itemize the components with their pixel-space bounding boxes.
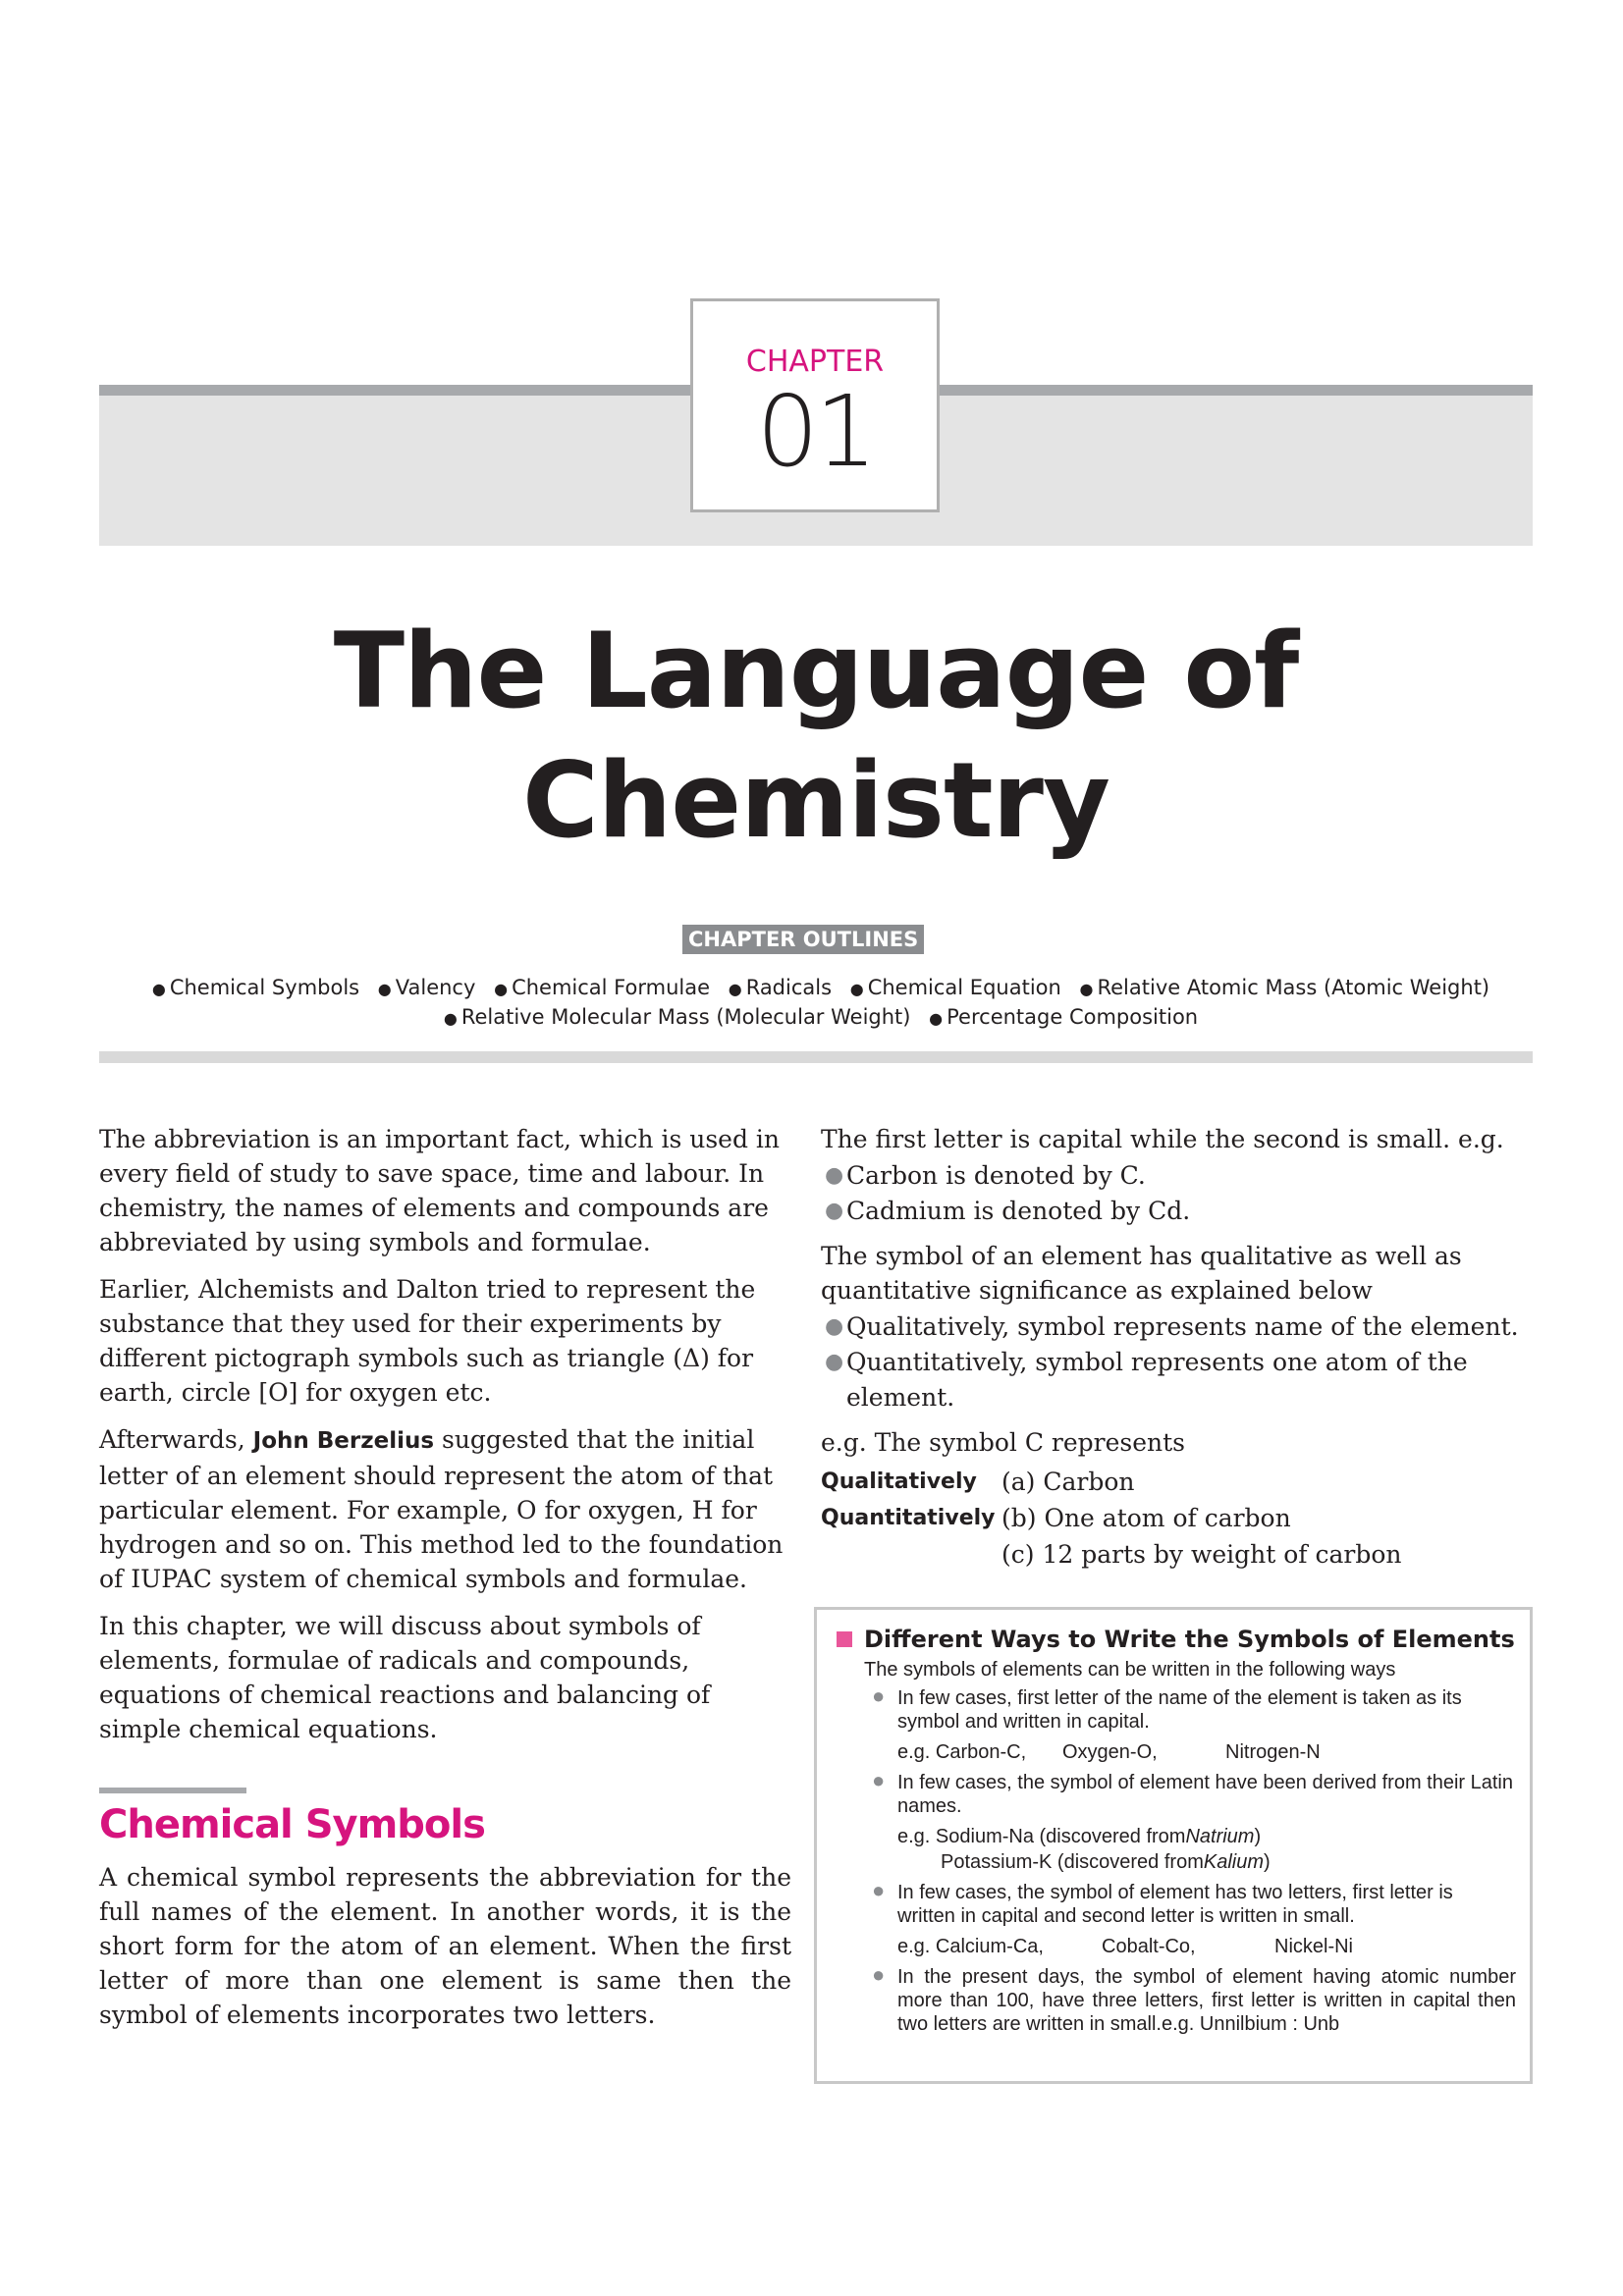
chemical-symbol-definition: A chemical symbol represents the abbreviation for the full names of the element. In another words, it is the short form for the atom of an element. When the first letter of more than one element is same then the symbol of elements incorporates two letters. xyxy=(99,1863,791,2029)
list-item: ● Qualitatively, symbol represents name of the element. xyxy=(825,1312,1519,1341)
outline-item: ● Relative Molecular Mass (Molecular Weight) xyxy=(443,1005,911,1029)
title-line-1: The Language of xyxy=(333,611,1299,731)
chapter-number: 01 xyxy=(756,374,874,489)
chapter-outlines-list xyxy=(118,974,1512,1033)
chapter-label: CHAPTER xyxy=(745,345,885,379)
symbol-examples-list xyxy=(821,1158,1533,1229)
outline-item: ● Percentage Composition xyxy=(929,1005,1199,1029)
quantitatively-value-b: (b) One atom of carbon xyxy=(1001,1504,1291,1532)
berzelius-name: John Berzelius xyxy=(252,1428,435,1454)
chapter-badge xyxy=(690,298,940,512)
section-rule xyxy=(99,1788,246,1793)
chapter-outlines-tag: CHAPTER OUTLINES xyxy=(682,925,924,954)
list-item: ● Carbon is denoted by C. xyxy=(825,1161,1146,1190)
qualitatively-label: Qualitatively xyxy=(821,1469,977,1494)
example-line: e.g. The symbol C represents xyxy=(821,1428,1185,1457)
right-column xyxy=(821,1122,1533,1573)
outline-item: ● Chemical Equation xyxy=(849,976,1061,999)
note-intro: The symbols of elements can be written in the following ways xyxy=(864,1659,1396,1681)
list-item: ● Quantitatively, symbol represents one atom of the element. xyxy=(825,1348,1468,1412)
square-bullet-icon xyxy=(837,1631,852,1647)
significance-list xyxy=(821,1309,1533,1415)
note-title: Different Ways to Write the Symbols of Elements xyxy=(833,1624,1516,1655)
qualitative-quantitative-table xyxy=(821,1464,1533,1573)
outline-item: ● Relative Atomic Mass (Atomic Weight) xyxy=(1079,976,1490,999)
intro-paragraph: The abbreviation is an important fact, which is used in every field of study to save space, time and labour. In chemistry, the names of elements and compounds are abbreviated by using symbols and formulae. xyxy=(99,1125,781,1256)
outline-item: ● Chemical Symbols xyxy=(151,976,360,999)
outline-item: ● Radicals xyxy=(728,976,833,999)
list-item: ● In few cases, the symbol of element has two letters, first letter is written in capital and second letter is written in small. e.g. Calcium-Ca, Cobalt-Co, Nickel-Ni xyxy=(833,1881,1516,1959)
page-title xyxy=(99,607,1533,866)
significance-paragraph: The symbol of an element has qualitative as well as quantitative significance as explained below xyxy=(821,1242,1462,1305)
qualitatively-value: (a) Carbon xyxy=(1001,1468,1135,1496)
example-row: Potassium-K (discovered fromKalium) xyxy=(941,1851,1271,1873)
chapter-scope-paragraph: In this chapter, we will discuss about symbols of elements, formulae of radicals and compounds, equations of chemical reactions and balancing of simple chemical equations. xyxy=(99,1612,711,1743)
outline-item: ● Valency xyxy=(377,976,476,999)
example-row: e.g. Sodium-Na (discovered fromNatrium) xyxy=(897,1826,1262,1847)
left-column xyxy=(99,1122,791,2045)
alchemists-paragraph: Earlier, Alchemists and Dalton tried to represent the substance that they used for their experiments by different pictograph symbols such as triangle (Δ) for earth, circle [O] for oxygen etc. xyxy=(99,1275,756,1407)
list-item: ● In few cases, the symbol of element have been derived from their Latin names. e.g. Sodium-Na (discovered fromNatrium) Potassium-K (discovered fromKalium) xyxy=(833,1771,1516,1875)
list-item: ● Cadmium is denoted by Cd. xyxy=(825,1197,1191,1225)
example-row: e.g. Carbon-C, Oxygen-O, Nitrogen-N xyxy=(897,1741,1321,1763)
list-item: ● In few cases, first letter of the name of the element is taken as its symbol and written in capital. e.g. Carbon-C, Oxygen-O, Nitrogen-N xyxy=(833,1686,1516,1765)
note-list xyxy=(833,1683,1516,2036)
outline-item: ● Chemical Formulae xyxy=(494,976,711,999)
example-row: e.g. Calcium-Ca, Cobalt-Co, Nickel-Ni xyxy=(897,1936,1353,1957)
capital-small-paragraph: The first letter is capital while the second is small. e.g. xyxy=(821,1125,1504,1153)
berzelius-paragraph: Afterwards, John Berzelius suggested that the initial letter of an element should represent the atom of that particular element. For example, O for oxygen, H for hydrogen and so on. This method led to the foundation of IUPAC system of chemical symbols and formulae. xyxy=(99,1425,784,1593)
section-heading-chemical-symbols: Chemical Symbols xyxy=(99,1802,485,1847)
outline-divider xyxy=(99,1051,1533,1063)
title-line-2: Chemistry xyxy=(521,740,1110,861)
symbols-note-box xyxy=(814,1607,1533,2084)
quantitatively-label: Quantitatively xyxy=(821,1506,996,1530)
quantitatively-value-c: (c) 12 parts by weight of carbon xyxy=(1001,1540,1402,1569)
list-item: ● In the present days, the symbol of element having atomic number more than 100, have three letters, first letter is written in capital then two letters are written in small.e.g. Unnilbium : Unb xyxy=(872,1962,1516,2035)
